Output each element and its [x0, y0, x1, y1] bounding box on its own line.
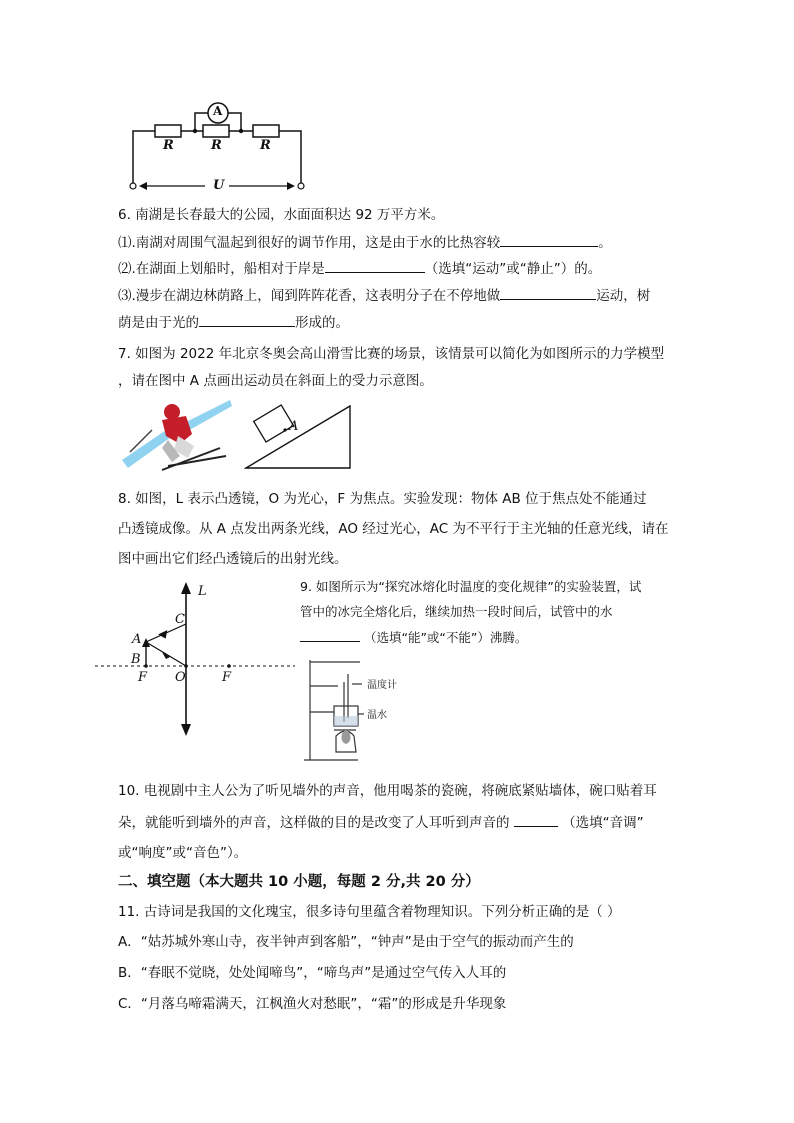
q6-blank-2[interactable]	[325, 258, 425, 273]
incline-diagram	[244, 404, 354, 470]
resistor-2	[203, 125, 229, 137]
thermometer-label: 温度计	[367, 680, 397, 691]
q6-blank-4[interactable]	[199, 312, 295, 327]
section-2-title: 二、填空题（本大题共 10 小题，每题 2 分,共 20 分）	[118, 874, 480, 890]
q9-line-3: （选填“能”或“不能”）沸腾。	[300, 627, 527, 648]
lens-label-C: C	[175, 612, 185, 627]
resistor-label-1: R	[163, 138, 174, 153]
q10-line-1: 10. 电视剧中主人公为了听见墙外的声音，他用喝茶的瓷碗，将碗底紧贴墙体，碗口贴着耳	[118, 783, 657, 799]
skier-image	[122, 400, 232, 475]
q10-blank[interactable]	[514, 812, 558, 827]
q6-blank-1[interactable]	[500, 232, 598, 247]
q10-line-3: 或“响度”或“音色”）。	[118, 845, 248, 861]
q7-line-2: ，请在图中 A 点画出运动员在斜面上的受力示意图。	[118, 373, 433, 389]
lens-diagram	[95, 580, 295, 740]
voltage-label: U	[213, 178, 225, 193]
lens-label-F-right: F	[222, 670, 232, 685]
resistor-label-3: R	[260, 138, 271, 153]
q7-line-1: 7. 如图为 2022 年北京冬奥会高山滑雪比赛的场景，该情景可以简化为如图所示的力学模型	[118, 346, 665, 362]
resistor-1	[155, 125, 181, 137]
q11-option-b[interactable]: B．“春眠不觉晓，处处闻啼鸟”，“啼鸟声”是通过空气传入人耳的	[118, 965, 507, 981]
q10-line-2: 朵，就能听到墙外的声音，这样做的目的是改变了人耳听到声音的 （选填“音调”	[118, 812, 644, 833]
lens-label-B: B	[131, 652, 141, 667]
q6-part1: ⑴.南湖对周围气温起到很好的调节作用，这是由于水的比热容较 。	[118, 232, 612, 253]
lens-label-F-left: F	[138, 670, 148, 685]
lens-label-L: L	[198, 584, 207, 599]
q9-blank[interactable]	[300, 627, 360, 642]
lens-label-O: O	[175, 670, 186, 685]
resistor-label-2: R	[211, 138, 222, 153]
q9-line-1: 9. 如图所示为“探究冰熔化时温度的变化规律”的实验装置，试	[300, 579, 642, 594]
ammeter-label: A	[213, 104, 223, 118]
q6-blank-3[interactable]	[500, 285, 596, 300]
q6-part3: ⑶.漫步在湖边林荫路上，闻到阵阵花香，这表明分子在不停地做 运动，树	[118, 285, 650, 306]
resistor-3	[253, 125, 279, 137]
q8-line-3: 图中画出它们经凸透镜后的出射光线。	[118, 551, 348, 567]
lens-label-A: A	[132, 632, 142, 647]
q11-stem: 11. 古诗词是我国的文化瑰宝，很多诗句里蕴含着物理知识。下列分析正确的是（ ）	[118, 904, 621, 920]
q6-stem: 6. 南湖是长春最大的公园，水面面积达 92 万平方米。	[118, 207, 445, 223]
q11-option-c[interactable]: C．“月落乌啼霜满天，江枫渔火对愁眠”，“霜”的形成是升华现象	[118, 996, 507, 1012]
q6-part2: ⑵.在湖面上划船时，船相对于岸是 （选填“运动”或“静止”）的。	[118, 258, 601, 279]
q8-line-1: 8. 如图，L 表示凸透镜，O 为光心，F 为焦点。实验发现：物体 AB 位于焦点处不能通过	[118, 491, 647, 507]
q6-part4: 荫是由于光的 形成的。	[118, 312, 349, 333]
q8-line-2: 凸透镜成像。从 A 点发出两条光线，AO 经过光心，AC 为不平行于主光轴的任意光线，请在	[118, 521, 669, 537]
incline-point-label: A	[289, 419, 299, 434]
apparatus-diagram	[300, 656, 420, 766]
warm-water-label: 温水	[367, 710, 387, 721]
q9-line-2: 管中的冰完全熔化后，继续加热一段时间后，试管中的水	[300, 604, 613, 619]
q11-option-a[interactable]: A．“姑苏城外寒山寺，夜半钟声到客船”，“钟声”是由于空气的振动而产生的	[118, 934, 574, 950]
